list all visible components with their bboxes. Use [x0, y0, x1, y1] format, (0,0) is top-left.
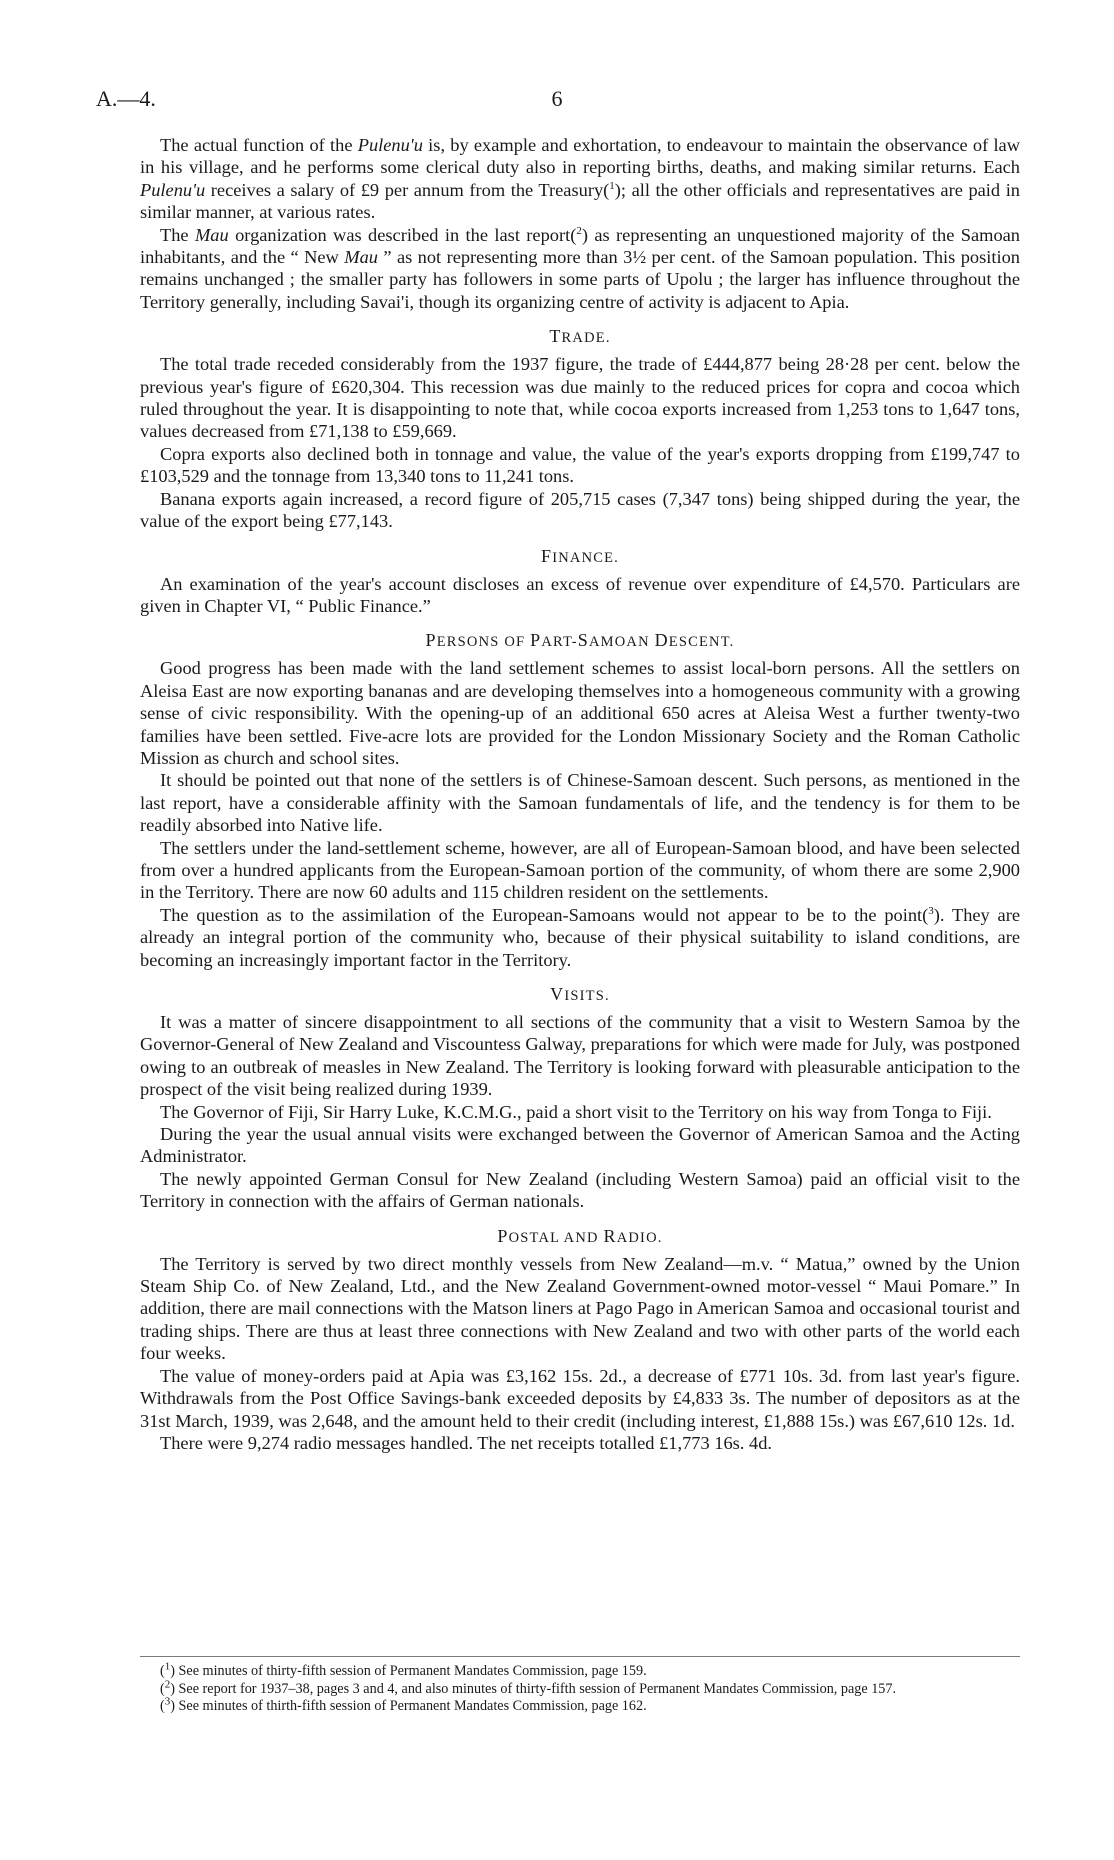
paragraph-european-samoan: The settlers under the land-settlement scheme, however, are all of European-Samoan blood, and have been selected from over a hundred applicants from the European-Samoan portion of the community, of whom there are some 2,900 in the Territory. There are now 60 adults and 115 children resident on the settlements. [140, 837, 1020, 903]
paragraph-fiji-governor-visit: The Governor of Fiji, Sir Harry Luke, K.C.M.G., paid a short visit to the Territory on his way from Tonga to Fiji. [160, 1101, 992, 1122]
paragraph-assimilation: The question as to the assimilation of the European-Samoans would not appear to be to the point($^3$). They are already an integral portion of the community who, because of their physical suitability to island conditions, are becoming an increasingly important factor in the Territory. [140, 904, 1021, 970]
paragraph-mau-organization: The Mau organization was described in the last report($^2$) as representing an unquestioned majority of the Samoan inhabitants, and the “ New Mau ” as not representing more than 3½ per cent. of the Samoan population. This position remains unchanged ; the smaller party has followers in some parts of Upolu ; the larger has influence throughout the Territory generally, including Savai'i, though its organizing centre of activity is adjacent to Apia. [140, 224, 1021, 312]
footnote-ref-2: 2 [576, 224, 582, 237]
paragraph-pulenuu-function: The actual function of the Pulenu'u is, by example and exhortation, to endeavour to maintain the observance of law in his village, and he performs some clerical duty also in reporting births, deaths, and making similar returns. Each Pulenu'u receives a salary of £9 per annum from the Treasury($^1$); all the other officials and representatives are paid in similar manner, at various rates. [140, 135, 1020, 223]
footnote-ref-1: 1 [609, 179, 615, 192]
footnote-2: ($^2$) See report for 1937–38, pages 3 and 4, and also minutes of thirty-fifth session of Permanent Mandates Commission, page 157. [160, 1677, 897, 1697]
document-reference: A.—4. [96, 86, 156, 111]
section-heading-visits: VISITS. [550, 984, 610, 1004]
page-number: 6 [551, 86, 563, 111]
paragraph-german-consul-visit: The newly appointed German Consul for New Zealand (including Western Samoa) paid an official visit to the Territory in connection with the affairs of German nationals. [140, 1168, 1020, 1212]
paragraph-radio-messages: There were 9,274 radio messages handled. The net receipts totalled £1,773 16s. 4d. [160, 1432, 772, 1453]
footnote-ref-3: 3 [928, 904, 934, 917]
footnote-divider [140, 1656, 1020, 1657]
paragraph-governor-general-visit: It was a matter of sincere disappointment to all sections of the community that a visit to Western Samoa by the Governor-General of New Zealand and Viscountess Galway, preparations for which were made for July, was postponed owing to an outbreak of measles in New Zealand. The Territory is looking forward with pleasurable anticipation to the prospect of the visit being realized during 1939. [140, 1012, 1020, 1100]
paragraph-land-settlement: Good progress has been made with the land settlement schemes to assist local-born persons. All the settlers on Aleisa East are now exporting bananas and are developing themselves into a homogeneous community with a growing sense of civic responsibility. With the opening-up of an additional 650 acres at Aleisa West a further twenty-two families have been settled. Five-acre lots are provided for the London Missionary Society and the Roman Catholic Mission as church and school sites. [140, 658, 1020, 768]
footnote-1: ($^1$) See minutes of thirty-fifth session of Permanent Mandates Commission, page 159. [160, 1660, 647, 1679]
paragraph-american-samoa-visits: During the year the usual annual visits were exchanged between the Governor of American Samoa and the Acting Administrator. [140, 1124, 1020, 1167]
section-heading-postal-radio: POSTAL AND RADIO. [497, 1225, 663, 1246]
paragraph-trade-copra: Copra exports also declined both in tonnage and value, the value of the year's exports dropping from £199,747 to £103,529 and the tonnage from 13,340 tons to 11,241 tons. [140, 443, 1020, 487]
footnotes [140, 1660, 1020, 1716]
section-heading-trade: TRADE. [549, 326, 611, 347]
section-heading-part-samoan: PERSONS OF PART-SAMOAN DESCENT. [425, 630, 735, 651]
paragraph-trade-banana: Banana exports again increased, a record figure of 205,715 cases (7,347 tons) being shipped during the year, the value of the export being £77,143. [140, 488, 1020, 532]
paragraph-finance: An examination of the year's account discloses an excess of revenue over expenditure of £4,570. Particulars are given in Chapter VI, “ Public Finance.” [140, 573, 1020, 616]
paragraph-trade-total: The total trade receded considerably from the 1937 figure, the trade of £444,877 being 28·28 per cent. below the previous year's figure of £620,304. This recession was due mainly to the reduced prices for copra and cocoa which ruled throughout the year. It is disappointing to note that, while cocoa exports increased from 1,253 tons to 1,647 tons, values decreased from £71,138 to £59,669. [140, 354, 1020, 442]
paragraph-mail-services: The Territory is served by two direct monthly vessels from New Zealand—m.v. “ Matua,” owned by the Union Steam Ship Co. of New Zealand, Ltd., and the New Zealand Government-owned motor-vessel “ Maui Pomare.” In addition, there are mail connections with the Matson liners at Pago Pago in American Samoa and occasional tourist and trading ships. There are thus at least three connections with New Zealand and two with other parts of the world each four weeks. [140, 1253, 1020, 1364]
section-heading-finance: FINANCE. [540, 545, 619, 566]
footnote-3: ($^3$) See minutes of thirth-fifth session of Permanent Mandates Commission, page 162. [160, 1695, 647, 1714]
page-header [96, 86, 1018, 116]
paragraph-chinese-samoan: It should be pointed out that none of the settlers is of Chinese-Samoan descent. Such persons, as mentioned in the last report, have a considerable affinity with the Samoan fundamentals of life, and the tendency is for them to be readily absorbed into Native life. [140, 770, 1020, 836]
page-body [140, 134, 1020, 1454]
paragraph-money-orders: The value of money-orders paid at Apia was £3,162 15s. 2d., a decrease of £771 10s. 3d. from last year's figure. Withdrawals from the Post Office Savings-bank exceeded deposits by £4,833 3s. The number of depositors as at the 31st March, 1939, was 2,648, and the amount held to their credit (including interest, £1,888 15s.) was £67,610 12s. 1d. [140, 1365, 1020, 1431]
